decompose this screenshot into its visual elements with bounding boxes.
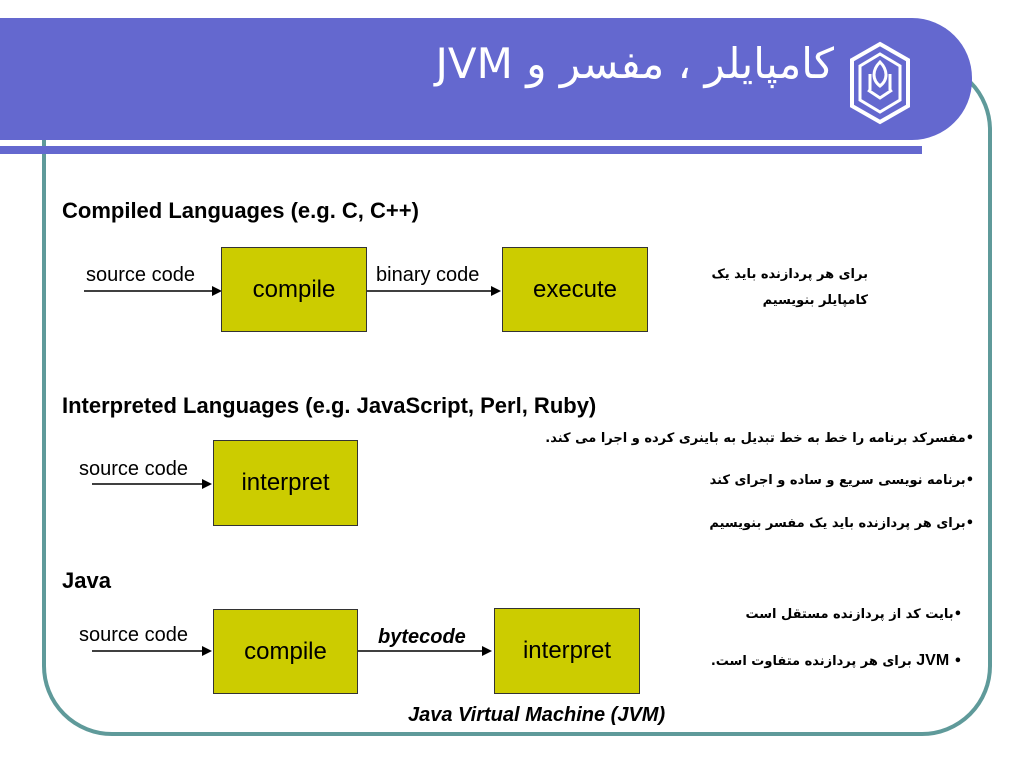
compiled-mid-label: binary code — [376, 264, 480, 286]
arrow-icon — [84, 285, 224, 297]
compiled-input-label: source code — [86, 264, 195, 286]
compile-box: compile — [221, 247, 367, 332]
java-interpret-box: interpret — [494, 608, 640, 694]
arrow-icon — [358, 645, 498, 657]
compiled-note — [711, 262, 868, 314]
interpreted-bullet: • مفسرکد برنامه را خط به خط تبدیل به باینری کرده و اجرا می کند. — [545, 431, 974, 446]
interpret-box: interpret — [213, 440, 358, 526]
interpreted-bullet: • برنامه نویسی سریع و ساده و اجرای کند — [710, 473, 974, 488]
compiled-note-line2: کامپایلر بنویسیم — [762, 293, 868, 308]
java-heading: Java — [62, 568, 111, 593]
java-input-label: source code — [79, 624, 188, 646]
university-logo-icon — [846, 40, 914, 126]
java-compile-box: compile — [213, 609, 358, 694]
java-bullet: • بایت کد از پردازنده مستقل است — [745, 607, 962, 622]
interpreted-heading: Interpreted Languages (e.g. JavaScript, Perl, Ruby) — [62, 393, 597, 418]
arrow-icon — [92, 478, 218, 490]
java-bullet-text: برای هر پردازنده متفاوت است. — [710, 654, 912, 669]
footer-caption: Java Virtual Machine (JVM) — [408, 704, 666, 726]
compiled-heading: Compiled Languages (e.g. C, C++) — [62, 198, 419, 223]
title-underline — [0, 146, 922, 154]
execute-box: execute — [502, 247, 648, 332]
arrow-icon — [92, 645, 218, 657]
java-mid-label: bytecode — [378, 626, 466, 648]
interpreted-input-label: source code — [79, 458, 188, 480]
java-bullet — [711, 652, 962, 670]
slide-title: کامپایلر ، مفسر و JVM — [435, 39, 834, 88]
compiled-note-line1: برای هر پردازنده باید یک — [711, 267, 868, 282]
arrow-icon — [367, 285, 507, 297]
interpreted-bullet: • برای هر پردازنده باید یک مفسر بنویسیم — [709, 516, 974, 531]
jvm-term: JVM — [916, 652, 950, 669]
